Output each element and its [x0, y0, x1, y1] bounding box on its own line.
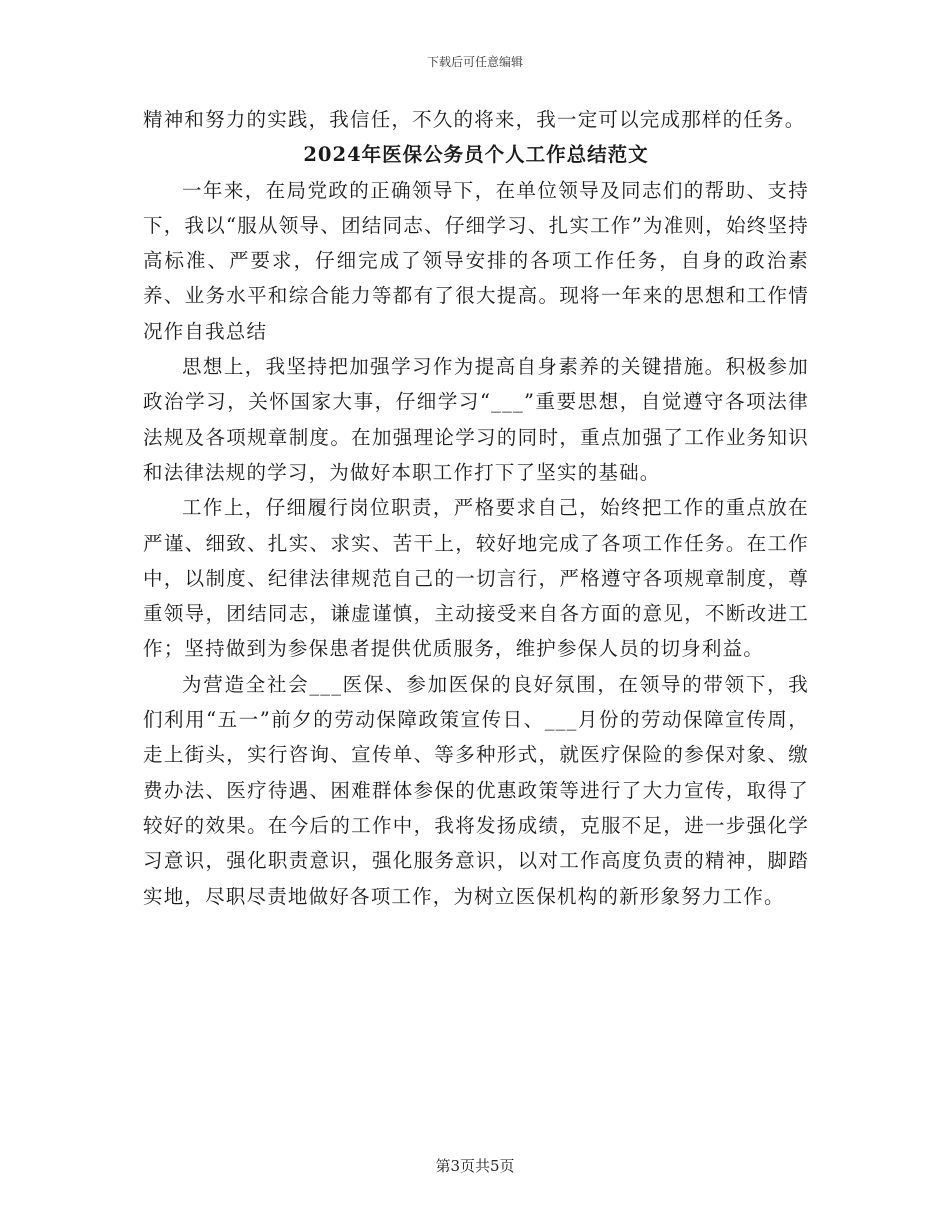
- intro-paragraph: 精神和努力的实践，我信任，不久的将来，我一定可以完成那样的任务。: [143, 108, 806, 131]
- paragraph-1: 一年来，在局党政的正确领导下，在单位领导及同志们的帮助、支持下，我以“服从领导、团结同志、仔细学习、扎实工作”为准则，始终坚持高标准、严要求，仔细完成了领导安排的各项工作任务，自身的政治素养、业务水平和综合能力等都有了很大提高。现将一年来的思想和工作情况作自我总结: [143, 178, 809, 343]
- document-title: 2024年医保公务员个人工作总结范文: [303, 143, 649, 167]
- header-note: 下载后可任意编辑: [426, 55, 523, 69]
- paragraph-4: 为营造全社会___医保、参加医保的良好氛围，在领导的带领下，我们利用“五一”前夕的劳动保障政策宣传日、___月份的劳动保障宣传周，走上街头，实行咨询、宣传单、等多种形式，就医疗保险的参保对象、缴费办法、医疗待遇、困难群体参保的优惠政策等进行了大力宣传，取得了较好的效果。在今后的工作中，我将发扬成绩，克服不足，进一步强化学习意识，强化职责意识，强化服务意识，以对工作高度负责的精神，脚踏实地，尽职尽责地做好各项工作，为树立医保机构的新形象努力工作。: [143, 672, 809, 908]
- paragraph-3: 工作上，仔细履行岗位职责，严格要求自己，始终把工作的重点放在严谨、细致、扎实、求实、苦干上，较好地完成了各项工作任务。在工作中，以制度、纪律法律规范自己的一切言行，严格遵守各项规章制度，尊重领导，团结同志，谦虚谨慎，主动接受来自各方面的意见，不断改进工作；坚持做到为参保患者提供优质服务，维护参保人员的切身利益。: [143, 496, 809, 661]
- page-number: 第3页共5页: [435, 1157, 515, 1175]
- document-body: [143, 102, 809, 914]
- paragraph-2: 思想上，我坚持把加强学习作为提高自身素养的关键措施。积极参加政治学习，关怀国家大事，仔细学习“___”重要思想，自觉遵守各项法律法规及各项规章制度。在加强理论学习的同时，重点加强了工作业务知识和法律法规的学习，为做好本职工作打下了坚实的基础。: [143, 355, 809, 484]
